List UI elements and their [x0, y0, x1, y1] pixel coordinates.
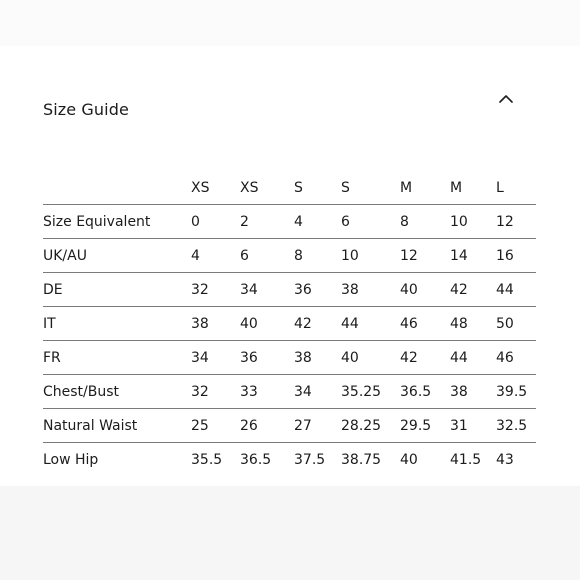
table-cell: 4: [191, 247, 200, 264]
table-cell: 34: [191, 349, 209, 366]
table-cell: 36.5: [400, 383, 432, 400]
table-cell: 8: [294, 247, 303, 264]
row-label: Chest/Bust: [43, 383, 120, 400]
table-cell: 42: [450, 281, 468, 298]
table-cell: 38: [294, 349, 312, 366]
table-cell: 38: [341, 281, 359, 298]
table-cell: 42: [294, 315, 312, 332]
table-row: [43, 239, 536, 273]
row-label: DE: [43, 281, 63, 298]
table-cell: 44: [496, 281, 514, 298]
table-cell: 25: [191, 417, 209, 434]
table-cell: 40: [240, 315, 258, 332]
page-footer-area: [0, 486, 580, 580]
header-cell-size: XS: [191, 179, 210, 196]
table-cell: 34: [294, 383, 312, 400]
header-cell-size: XS: [240, 179, 259, 196]
table-cell: 44: [341, 315, 359, 332]
row-label: Natural Waist: [43, 417, 138, 434]
table-cell: 38: [450, 383, 468, 400]
size-table: [43, 171, 536, 476]
header-cell-size: M: [450, 179, 463, 196]
header-cell-size: S: [341, 179, 350, 196]
header-cell-size: S: [294, 179, 303, 196]
table-cell: 38.75: [341, 451, 382, 468]
row-label: UK/AU: [43, 247, 87, 264]
table-cell: 10: [341, 247, 359, 264]
table-cell: 16: [496, 247, 514, 264]
table-row: [43, 273, 536, 307]
table-cell: 31: [450, 417, 468, 434]
table-cell: 6: [240, 247, 249, 264]
table-cell: 35.25: [341, 383, 382, 400]
table-cell: 12: [496, 213, 514, 230]
row-label: Size Equivalent: [43, 213, 151, 230]
table-cell: 12: [400, 247, 418, 264]
table-cell: 0: [191, 213, 200, 230]
size-guide-title[interactable]: Size Guide: [43, 100, 129, 119]
table-cell: 35.5: [191, 451, 223, 468]
row-label: FR: [43, 349, 61, 366]
table-cell: 10: [450, 213, 468, 230]
table-cell: 26: [240, 417, 258, 434]
table-cell: 2: [240, 213, 249, 230]
table-cell: 34: [240, 281, 258, 298]
row-label: IT: [43, 315, 56, 332]
table-cell: 36.5: [240, 451, 272, 468]
table-cell: 14: [450, 247, 468, 264]
header-cell-empty: [43, 171, 191, 205]
table-row: [43, 341, 536, 375]
table-cell: 32: [191, 383, 209, 400]
table-row: [43, 307, 536, 341]
table-cell: 38: [191, 315, 209, 332]
row-label: Low Hip: [43, 451, 99, 468]
table-cell: 27: [294, 417, 312, 434]
table-cell: 50: [496, 315, 514, 332]
table-cell: 32.5: [496, 417, 528, 434]
table-cell: 48: [450, 315, 468, 332]
table-cell: 28.25: [341, 417, 382, 434]
table-cell: 33: [240, 383, 258, 400]
table-cell: 40: [400, 281, 418, 298]
header-cell-size: L: [496, 179, 504, 196]
chevron-up-icon[interactable]: [497, 92, 515, 106]
table-cell: 44: [450, 349, 468, 366]
table-cell: 39.5: [496, 383, 528, 400]
table-cell: 6: [341, 213, 350, 230]
table-cell: 40: [341, 349, 359, 366]
table-cell: 40: [400, 451, 418, 468]
table-cell: 32: [191, 281, 209, 298]
table-row: [43, 375, 536, 409]
table-cell: 46: [496, 349, 514, 366]
table-cell: 8: [400, 213, 409, 230]
table-cell: 37.5: [294, 451, 326, 468]
table-cell: 41.5: [450, 451, 482, 468]
table-row: [43, 409, 536, 443]
table-cell: 4: [294, 213, 303, 230]
table-cell: 42: [400, 349, 418, 366]
table-cell: 43: [496, 451, 514, 468]
table-cell: 36: [240, 349, 258, 366]
table-header-row: [43, 171, 536, 205]
table-cell: 36: [294, 281, 312, 298]
table-cell: 46: [400, 315, 418, 332]
header-cell-size: M: [400, 179, 413, 196]
table-row: [43, 443, 536, 477]
table-row: [43, 205, 536, 239]
table-cell: 29.5: [400, 417, 432, 434]
